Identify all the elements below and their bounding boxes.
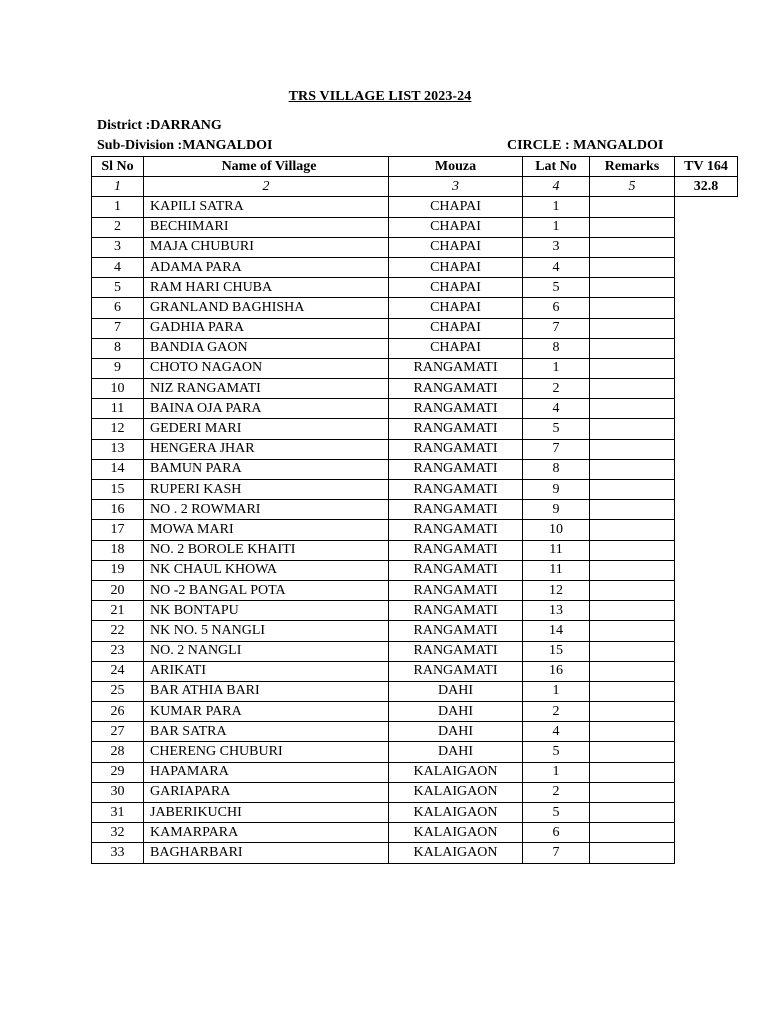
row-mouza: CHAPAI	[389, 217, 523, 237]
row-village-name: BAR ATHIA BARI	[144, 681, 389, 701]
row-blank-cell	[675, 257, 738, 277]
table-row	[92, 419, 738, 439]
row-sl-no: 9	[92, 358, 144, 378]
table-row	[92, 722, 738, 742]
row-remarks	[590, 560, 675, 580]
table-row	[92, 580, 738, 600]
table-row	[92, 237, 738, 257]
row-remarks	[590, 520, 675, 540]
row-remarks	[590, 762, 675, 782]
row-remarks	[590, 803, 675, 823]
row-sl-no: 21	[92, 601, 144, 621]
row-blank-cell	[675, 722, 738, 742]
row-village-name: ADAMA PARA	[144, 257, 389, 277]
row-blank-cell	[675, 520, 738, 540]
row-blank-cell	[675, 237, 738, 257]
row-blank-cell	[675, 500, 738, 520]
header-name-of-village: Name of Village	[144, 157, 389, 177]
row-blank-cell	[675, 399, 738, 419]
row-mouza: CHAPAI	[389, 318, 523, 338]
row-village-name: GADHIA PARA	[144, 318, 389, 338]
row-mouza: RANGAMATI	[389, 520, 523, 540]
row-blank-cell	[675, 459, 738, 479]
row-blank-cell	[675, 661, 738, 681]
row-village-name: BECHIMARI	[144, 217, 389, 237]
row-village-name: GARIAPARA	[144, 782, 389, 802]
row-lat-no: 1	[523, 358, 590, 378]
row-remarks	[590, 480, 675, 500]
row-mouza: KALAIGAON	[389, 762, 523, 782]
row-blank-cell	[675, 823, 738, 843]
row-lat-no: 7	[523, 439, 590, 459]
header-remarks: Remarks	[590, 157, 675, 177]
row-mouza: RANGAMATI	[389, 580, 523, 600]
row-mouza: RANGAMATI	[389, 661, 523, 681]
row-blank-cell	[675, 358, 738, 378]
row-village-name: NK NO. 5 NANGLI	[144, 621, 389, 641]
row-blank-cell	[675, 762, 738, 782]
row-village-name: BAMUN PARA	[144, 459, 389, 479]
row-sl-no: 11	[92, 399, 144, 419]
table-row	[92, 540, 738, 560]
row-mouza: DAHI	[389, 742, 523, 762]
row-village-name: BAR SATRA	[144, 722, 389, 742]
row-sl-no: 1	[92, 197, 144, 217]
row-village-name: NO -2 BANGAL POTA	[144, 580, 389, 600]
row-sl-no: 6	[92, 298, 144, 318]
table-row	[92, 257, 738, 277]
table-row	[92, 621, 738, 641]
row-remarks	[590, 722, 675, 742]
row-lat-no: 1	[523, 217, 590, 237]
village-rows	[92, 197, 738, 863]
row-lat-no: 13	[523, 601, 590, 621]
index-name: 2	[144, 177, 389, 197]
row-sl-no: 8	[92, 338, 144, 358]
table-row	[92, 661, 738, 681]
table-row	[92, 823, 738, 843]
row-remarks	[590, 742, 675, 762]
row-village-name: HAPAMARA	[144, 762, 389, 782]
row-blank-cell	[675, 803, 738, 823]
row-lat-no: 9	[523, 480, 590, 500]
header-lat-no: Lat No	[523, 157, 590, 177]
row-lat-no: 14	[523, 621, 590, 641]
row-sl-no: 7	[92, 318, 144, 338]
row-blank-cell	[675, 439, 738, 459]
row-sl-no: 17	[92, 520, 144, 540]
index-remarks: 5	[590, 177, 675, 197]
row-lat-no: 5	[523, 419, 590, 439]
row-sl-no: 19	[92, 560, 144, 580]
table-row	[92, 782, 738, 802]
table-row	[92, 702, 738, 722]
row-sl-no: 28	[92, 742, 144, 762]
row-blank-cell	[675, 702, 738, 722]
row-sl-no: 20	[92, 580, 144, 600]
row-mouza: KALAIGAON	[389, 823, 523, 843]
row-lat-no: 1	[523, 197, 590, 217]
row-mouza: KALAIGAON	[389, 782, 523, 802]
row-sl-no: 22	[92, 621, 144, 641]
table-row	[92, 439, 738, 459]
row-blank-cell	[675, 782, 738, 802]
table-row	[92, 641, 738, 661]
row-village-name: KAPILI SATRA	[144, 197, 389, 217]
row-lat-no: 9	[523, 500, 590, 520]
index-sl-no: 1	[92, 177, 144, 197]
row-blank-cell	[675, 419, 738, 439]
row-lat-no: 6	[523, 298, 590, 318]
row-sl-no: 18	[92, 540, 144, 560]
table-row	[92, 601, 738, 621]
column-index-row	[92, 177, 738, 197]
row-village-name: NK BONTAPU	[144, 601, 389, 621]
row-mouza: KALAIGAON	[389, 843, 523, 863]
row-remarks	[590, 621, 675, 641]
row-mouza: RANGAMATI	[389, 540, 523, 560]
row-mouza: RANGAMATI	[389, 621, 523, 641]
row-blank-cell	[675, 641, 738, 661]
row-blank-cell	[675, 742, 738, 762]
row-lat-no: 7	[523, 318, 590, 338]
row-lat-no: 5	[523, 278, 590, 298]
row-village-name: NO. 2 BOROLE KHAITI	[144, 540, 389, 560]
row-village-name: KAMARPARA	[144, 823, 389, 843]
row-lat-no: 5	[523, 803, 590, 823]
row-mouza: CHAPAI	[389, 338, 523, 358]
row-village-name: GRANLAND BAGHISHA	[144, 298, 389, 318]
row-village-name: MAJA CHUBURI	[144, 237, 389, 257]
table-header-row	[92, 157, 738, 177]
table-row	[92, 278, 738, 298]
row-mouza: RANGAMATI	[389, 358, 523, 378]
row-blank-cell	[675, 217, 738, 237]
row-blank-cell	[675, 338, 738, 358]
row-sl-no: 10	[92, 379, 144, 399]
row-village-name: BAGHARBARI	[144, 843, 389, 863]
row-remarks	[590, 500, 675, 520]
row-lat-no: 1	[523, 762, 590, 782]
sub-division-label: Sub-Division :MANGALDOI	[97, 138, 273, 153]
table-row	[92, 803, 738, 823]
row-lat-no: 5	[523, 742, 590, 762]
row-lat-no: 10	[523, 520, 590, 540]
row-village-name: BANDIA GAON	[144, 338, 389, 358]
row-sl-no: 29	[92, 762, 144, 782]
row-remarks	[590, 580, 675, 600]
row-blank-cell	[675, 298, 738, 318]
row-sl-no: 31	[92, 803, 144, 823]
row-sl-no: 2	[92, 217, 144, 237]
row-mouza: CHAPAI	[389, 257, 523, 277]
village-table	[91, 156, 738, 864]
row-lat-no: 15	[523, 641, 590, 661]
row-village-name: NO . 2 ROWMARI	[144, 500, 389, 520]
row-blank-cell	[675, 843, 738, 863]
row-sl-no: 23	[92, 641, 144, 661]
circle-label: CIRCLE : MANGALDOI	[507, 138, 664, 153]
header-tv: TV 164	[675, 157, 738, 177]
index-lat-no: 4	[523, 177, 590, 197]
row-mouza: RANGAMATI	[389, 500, 523, 520]
row-blank-cell	[675, 540, 738, 560]
row-village-name: KUMAR PARA	[144, 702, 389, 722]
row-blank-cell	[675, 480, 738, 500]
table-row	[92, 560, 738, 580]
header-sl-no: Sl No	[92, 157, 144, 177]
row-remarks	[590, 318, 675, 338]
row-remarks	[590, 298, 675, 318]
row-sl-no: 33	[92, 843, 144, 863]
row-mouza: RANGAMATI	[389, 480, 523, 500]
row-mouza: RANGAMATI	[389, 560, 523, 580]
row-lat-no: 8	[523, 338, 590, 358]
row-mouza: DAHI	[389, 702, 523, 722]
row-sl-no: 14	[92, 459, 144, 479]
row-village-name: ARIKATI	[144, 661, 389, 681]
row-sl-no: 24	[92, 661, 144, 681]
row-lat-no: 12	[523, 580, 590, 600]
table-row	[92, 318, 738, 338]
row-blank-cell	[675, 278, 738, 298]
table-row	[92, 197, 738, 217]
row-lat-no: 4	[523, 722, 590, 742]
row-remarks	[590, 641, 675, 661]
row-sl-no: 12	[92, 419, 144, 439]
row-village-name: NIZ RANGAMATI	[144, 379, 389, 399]
table-row	[92, 742, 738, 762]
row-remarks	[590, 197, 675, 217]
row-remarks	[590, 459, 675, 479]
row-sl-no: 26	[92, 702, 144, 722]
row-village-name: HENGERA JHAR	[144, 439, 389, 459]
row-remarks	[590, 358, 675, 378]
table-row	[92, 298, 738, 318]
row-remarks	[590, 237, 675, 257]
row-lat-no: 11	[523, 560, 590, 580]
row-mouza: DAHI	[389, 681, 523, 701]
row-village-name: CHOTO NAGAON	[144, 358, 389, 378]
row-blank-cell	[675, 318, 738, 338]
row-lat-no: 3	[523, 237, 590, 257]
row-remarks	[590, 338, 675, 358]
table-row	[92, 217, 738, 237]
row-lat-no: 7	[523, 843, 590, 863]
row-lat-no: 4	[523, 257, 590, 277]
row-lat-no: 4	[523, 399, 590, 419]
row-remarks	[590, 278, 675, 298]
table-row	[92, 338, 738, 358]
row-village-name: BAINA OJA PARA	[144, 399, 389, 419]
row-blank-cell	[675, 197, 738, 217]
table-row	[92, 358, 738, 378]
table-row	[92, 762, 738, 782]
row-sl-no: 16	[92, 500, 144, 520]
row-sl-no: 25	[92, 681, 144, 701]
row-sl-no: 27	[92, 722, 144, 742]
row-village-name: NO. 2 NANGLI	[144, 641, 389, 661]
district-label: District :DARRANG	[97, 118, 222, 133]
row-sl-no: 13	[92, 439, 144, 459]
row-mouza: DAHI	[389, 722, 523, 742]
row-remarks	[590, 782, 675, 802]
row-mouza: CHAPAI	[389, 237, 523, 257]
row-blank-cell	[675, 621, 738, 641]
row-village-name: CHERENG CHUBURI	[144, 742, 389, 762]
row-remarks	[590, 540, 675, 560]
row-sl-no: 15	[92, 480, 144, 500]
row-village-name: GEDERI MARI	[144, 419, 389, 439]
row-mouza: CHAPAI	[389, 197, 523, 217]
table-row	[92, 379, 738, 399]
header-mouza: Mouza	[389, 157, 523, 177]
row-remarks	[590, 257, 675, 277]
row-blank-cell	[675, 601, 738, 621]
row-remarks	[590, 681, 675, 701]
row-sl-no: 5	[92, 278, 144, 298]
row-sl-no: 32	[92, 823, 144, 843]
row-village-name: MOWA MARI	[144, 520, 389, 540]
row-mouza: RANGAMATI	[389, 601, 523, 621]
row-village-name: JABERIKUCHI	[144, 803, 389, 823]
row-blank-cell	[675, 560, 738, 580]
table-row	[92, 843, 738, 863]
row-lat-no: 8	[523, 459, 590, 479]
row-lat-no: 1	[523, 681, 590, 701]
row-remarks	[590, 439, 675, 459]
row-village-name: RUPERI KASH	[144, 480, 389, 500]
row-lat-no: 6	[523, 823, 590, 843]
row-remarks	[590, 419, 675, 439]
row-mouza: RANGAMATI	[389, 419, 523, 439]
row-mouza: RANGAMATI	[389, 641, 523, 661]
row-lat-no: 2	[523, 782, 590, 802]
row-lat-no: 2	[523, 379, 590, 399]
row-mouza: CHAPAI	[389, 278, 523, 298]
row-lat-no: 16	[523, 661, 590, 681]
row-lat-no: 11	[523, 540, 590, 560]
table-row	[92, 681, 738, 701]
row-sl-no: 30	[92, 782, 144, 802]
table-row	[92, 459, 738, 479]
row-remarks	[590, 823, 675, 843]
row-lat-no: 2	[523, 702, 590, 722]
tv-value: 32.8	[675, 177, 738, 197]
row-village-name: NK CHAUL KHOWA	[144, 560, 389, 580]
row-mouza: RANGAMATI	[389, 399, 523, 419]
row-village-name: RAM HARI CHUBA	[144, 278, 389, 298]
row-blank-cell	[675, 580, 738, 600]
row-mouza: RANGAMATI	[389, 379, 523, 399]
row-sl-no: 3	[92, 237, 144, 257]
index-mouza: 3	[389, 177, 523, 197]
table-row	[92, 399, 738, 419]
row-sl-no: 4	[92, 257, 144, 277]
row-blank-cell	[675, 681, 738, 701]
table-row	[92, 480, 738, 500]
row-remarks	[590, 661, 675, 681]
table-row	[92, 500, 738, 520]
row-mouza: RANGAMATI	[389, 459, 523, 479]
row-remarks	[590, 399, 675, 419]
row-blank-cell	[675, 379, 738, 399]
row-mouza: CHAPAI	[389, 298, 523, 318]
row-remarks	[590, 843, 675, 863]
table-row	[92, 520, 738, 540]
row-mouza: KALAIGAON	[389, 803, 523, 823]
row-remarks	[590, 601, 675, 621]
row-remarks	[590, 217, 675, 237]
row-mouza: RANGAMATI	[389, 439, 523, 459]
row-remarks	[590, 379, 675, 399]
document-title: TRS VILLAGE LIST 2023-24	[288, 89, 472, 104]
row-remarks	[590, 702, 675, 722]
